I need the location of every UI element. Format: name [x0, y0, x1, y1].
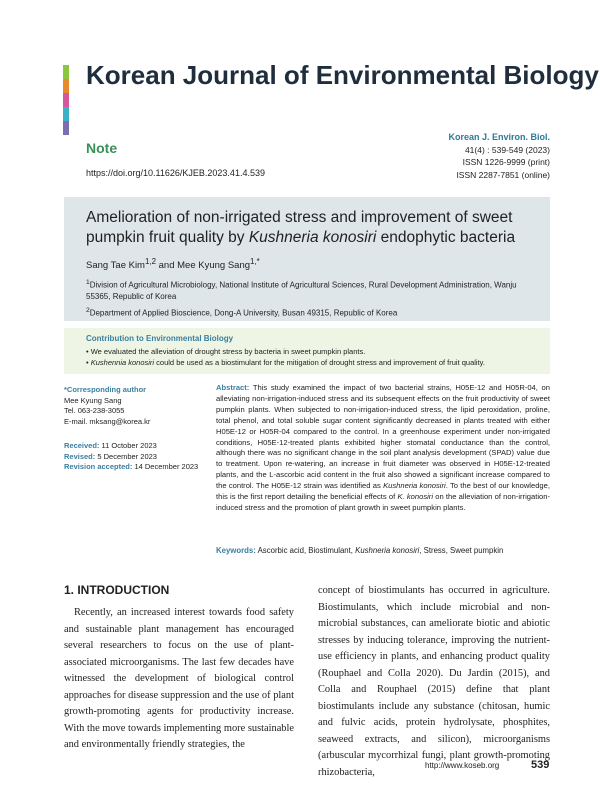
list-item: • Kushennia konosiri could be used as a biostimulant for the mitigation of drought stress and improvement of fruit quality. [86, 357, 546, 368]
article-title: Amelioration of non-irrigated stress and improvement of sweet pumpkin fruit quality by Kushneria konosiri endophytic bacteria [86, 209, 516, 246]
contribution-heading: Contribution to Environmental Biology [86, 334, 234, 343]
article-dates [64, 441, 204, 473]
corresponding-author-tel: Tel. 063-238-3055 [64, 406, 125, 415]
article-sidebar [64, 385, 204, 473]
color-segment-pink [63, 93, 69, 107]
page-number: 539 [531, 759, 550, 771]
article-type: Note [86, 140, 118, 156]
keywords-label: Keywords: [216, 546, 256, 555]
doi-link[interactable]: https://doi.org/10.11626/KJEB.2023.41.4.539 [86, 168, 265, 178]
abstract: Abstract: This study examined the impact of two bacterial strains, H05E-12 and H05R-04, on alleviating non-irrigation-induced stress and its subsequent effects on the fruit productivity of sweet pumpkin plants. When subjected to non-irrigation-induced stress, the lipid peroxidation, proline, total phenol, and total soluble sugar content significantly decreased in plants treated with either H05E-12 or H05R-04 compared to the control. In a greenhouse experiment under non-irrigated conditions, H05E-12-treated plants exhibited higher stomatal conductance than the control, although there was no significant change in the soil plant analysis development (SPAD) value due to treatment. Upon re-watering, an increase in fruit diameter was observed in H05E-12-treated plants, and the L-ascorbic acid content in the fruit also showed a significant increase compared to the control. The H05E-12 strain was identified as Kushneria konosiri. To the best of our knowledge, this is the first report detailing the beneficial effects of K. konosiri on the alleviation of non-irrigation-induced stress and the promotion of plant growth in sweet pumpkin plants. [216, 383, 550, 512]
accepted-date: Revision accepted: 14 December 2023 [64, 462, 199, 471]
corresponding-author-label: *Corresponding author [64, 385, 147, 394]
footer-url[interactable]: http://www.koseb.org [425, 761, 500, 770]
corresponding-author-email[interactable]: E-mail. mksang@korea.kr [64, 416, 151, 426]
color-segment-orange [63, 79, 69, 93]
volume-pages: 41(4) : 539-549 (2023) [464, 144, 550, 155]
color-segment-purple [63, 121, 69, 135]
keywords: Keywords: Ascorbic acid, Biostimulant, Kushneria konosiri, Stress, Sweet pumpkin [216, 546, 504, 555]
journal-abbreviation: Korean J. Environ. Biol. [448, 132, 550, 142]
color-segment-cyan [63, 107, 69, 121]
section-heading: 1. INTRODUCTION [64, 583, 170, 597]
corresponding-author-name: Mee Kyung Sang [64, 395, 122, 405]
author-name: Mee Kyung Sang [177, 260, 251, 272]
affiliation-1: $^1$Division of Agricultural Microbiology, National Institute of Agricultural Sciences, Rural Development Administration, Wanju 55365, Republic of Korea [86, 279, 517, 302]
journal-color-bar [63, 65, 69, 135]
contribution-list [86, 346, 546, 368]
journal-meta [448, 131, 550, 181]
author-name: Sang Tae Kim [86, 260, 145, 272]
affiliations [86, 277, 536, 321]
abstract-label: Abstract: [216, 383, 250, 392]
issn-online: ISSN 2287-7851 (online) [456, 169, 550, 180]
list-item: • We evaluated the alleviation of drought stress by bacteria in sweet pumpkin plants. [86, 346, 546, 357]
journal-title: Korean Journal of Environmental Biology [86, 60, 599, 90]
issn-print: ISSN 1226-9999 (print) [462, 157, 550, 167]
body-column-right: concept of biostimulants has occurred in agriculture. Biostimulants, which include microbial and non-microbial substances, can ameliorate biotic and abiotic stresses by inducing tolerance, improving the nutrient-use efficiency in plants, and enhancing product quality (Rouphael and Colla 2020). Du Jardin (2015), and Colla and Rouphael (2015) define that plant biostimulants include any substance (chitosan, humic and fulvic acids, protein hydrolysate, phosphites, seaweed extracts, and silicon), microorganisms (arbuscular mycorrhizal fungi, plant growth-promoting rhizobacteria, [318, 585, 550, 778]
revised-date: Revised: 5 December 2023 [64, 451, 157, 461]
received-date: Received: 11 October 2023 [64, 441, 157, 450]
author-list: Sang Tae Kim$^{1,2}$ and Mee Kyung Sang$^{1,*}$ [86, 257, 260, 272]
body-column-left: Recently, an increased interest towards food safety and sustainable plant management has encouraged several researchers to focus on the use of plant-associated microorganisms. The last few decades have witnessed the development of biological control approaches for disease suppression and the use of plant growth-promoting agents for productivity increase. With the move towards implementing more sustainable and environmentally friendly strategies, the [64, 607, 294, 750]
color-segment-green [63, 65, 69, 79]
affiliation-2: $^2$Department of Applied Bioscience, Dong-A University, Busan 49315, Republic of Korea [86, 306, 398, 318]
